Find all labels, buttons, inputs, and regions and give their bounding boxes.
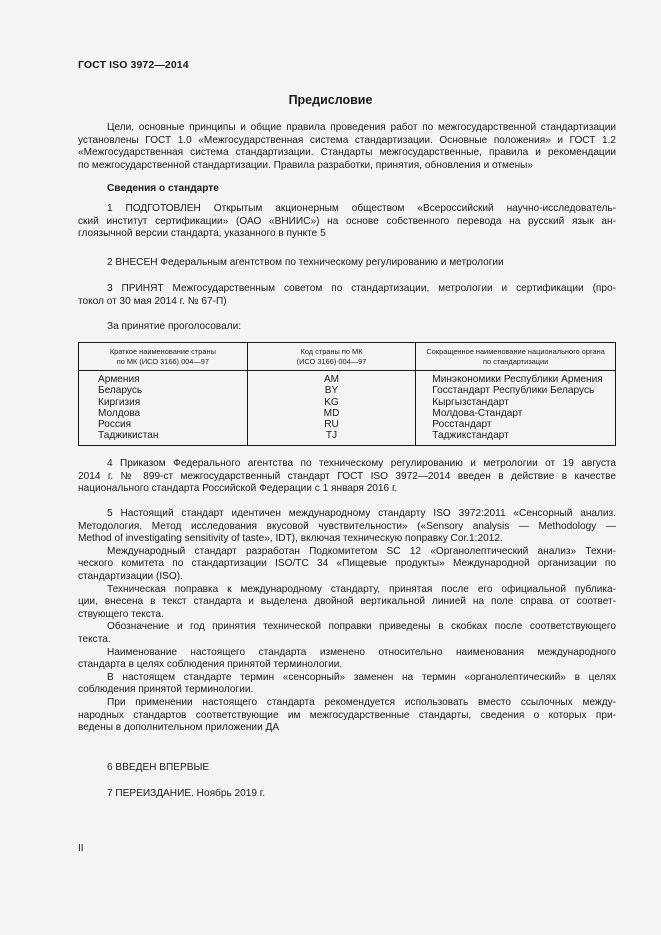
code-cell: KG (324, 396, 339, 408)
country-cell: Молдова (98, 407, 141, 419)
item-5-line: Обозначение и год принятия технической поправки приведены в скобках после соответствующего (107, 621, 616, 633)
item-1-line: глоязычной версии стандарта, указанного в пункте 5 (78, 228, 326, 240)
item-7-paragraph (78, 788, 616, 801)
vote-label-text: За принятие проголосовали: (107, 321, 242, 332)
code-cell: AM (323, 374, 340, 385)
item-5-line: В настоящем стандарте термин «сенсорный» заменен на термин «органолептический» в целях (107, 671, 616, 683)
country-column (79, 371, 248, 446)
item-1-line: 1 ПОДГОТОВЛЕН Открытым акционерным обществом «Всероссийский научно-исследователь- (107, 203, 616, 214)
item-5-line: стандарта в целях соблюдения принятой терминологии. (78, 659, 343, 671)
national-body-cell: Таджикстандарт (432, 430, 509, 442)
national-body-cell: Госстандарт Республики Беларусь (432, 385, 595, 397)
national-body-cell: Молдова-Стандарт (432, 407, 523, 419)
code-cell: RU (324, 419, 339, 431)
national-body-cell: Кыргызстандарт (432, 396, 509, 408)
header-line: Код страны по МК (300, 346, 363, 356)
header-line: (ИСО 3166) 004—97 (296, 356, 367, 366)
item-3-line: токол от 30 мая 2014 г. № 67-П) (78, 295, 227, 307)
table-row (79, 371, 616, 446)
country-cell: Армения (98, 374, 140, 385)
item-3-paragraph (78, 283, 616, 308)
item-5-line: ствующего текста. (78, 608, 164, 620)
code-column (247, 371, 416, 446)
code-cell: MD (323, 407, 340, 419)
page-number: II (78, 843, 84, 854)
table-header-cell (247, 343, 416, 371)
item-5-line: Method of investigating sensitivity of taste», IDT), включая техническую поправку Cor.1:2012. (78, 533, 503, 545)
table-header-cell (416, 343, 616, 371)
intro-line: по межгосударственной стандартизации. Правила разработки, принятия, обновления и отмены» (78, 159, 534, 171)
page-title: Предисловие (288, 93, 373, 107)
national-body-cell: Росстандарт (432, 419, 492, 431)
item-4-line: 2014 г. № 899-ст межгосударственный стандарт ГОСТ ISO 3972—2014 введен в действие в качестве (78, 470, 616, 482)
code-cell: BY (324, 385, 339, 397)
item-5-line: 5 Настоящий стандарт идентичен международному стандарту ISO 3972:2011 «Сенсорный анализ. (107, 508, 616, 519)
intro-line: Цели, основные принципы и общие правила проведения работ по межгосударственной стандартизации (107, 122, 616, 133)
country-cell: Беларусь (98, 385, 143, 397)
country-cell: Россия (98, 419, 132, 431)
section-heading: Сведения о стандарте (107, 183, 219, 194)
intro-line: установлены ГОСТ 1.0 «Межгосударственная система стандартизации. Основные положения» и ГОСТ 1.2 (78, 134, 616, 146)
body-column (416, 371, 616, 446)
document-header-id: ГОСТ ISO 3972—2014 (78, 59, 189, 71)
intro-line: «Межгосударственная система стандартизации. Стандарты межгосударственные, правила и рекомендации (78, 147, 616, 159)
item-5-line: ции, внесена в текст стандарта и выделена двойной вертикальной линией на поле справа от соответ- (78, 596, 616, 608)
country-cell: Таджикистан (98, 430, 159, 442)
header-line: Краткое наименование страны (109, 346, 216, 356)
item-4-line: национального стандарта Российской Федерации с 1 января 2016 г. (78, 483, 398, 495)
item-5-line: При применении настоящего стандарта рекомендуется использовать вместо ссылочных между- (107, 696, 616, 708)
item-5-line: Методология. Метод исследования вкусовой чувствительности» («Sensory analysis — Methodology — (78, 520, 616, 532)
item-1-paragraph (78, 203, 616, 241)
table-header-row (79, 343, 616, 371)
intro-paragraph (78, 122, 616, 172)
item-5-line: соблюдения принятой терминологии. (78, 684, 254, 696)
item-6-paragraph (78, 762, 616, 775)
vote-label (78, 321, 616, 334)
item-5-line: народных стандартов соответствующие им межгосударственные стандарты, сведения о которых при- (78, 709, 616, 721)
header-line: по стандартизации (483, 356, 549, 366)
country-cell: Киргизия (98, 396, 141, 408)
item-6-line: 6 ВВЕДЕН ВПЕРВЫЕ (107, 762, 210, 773)
item-2-line: 2 ВНЕСЕН Федеральным агентством по техническому регулированию и метрологии (107, 257, 504, 268)
header-line: по МК (ИСО 3166) 004—97 (116, 356, 210, 366)
item-4-paragraph (78, 458, 616, 496)
item-5-paragraph (78, 508, 616, 735)
item-5-line: текста. (78, 633, 111, 645)
item-2-paragraph (78, 257, 616, 270)
item-3-line: 3 ПРИНЯТ Межгосударственным советом по стандартизации, метрологии и сертификации (про- (107, 283, 616, 294)
item-5-line: ведены в дополнительном приложении ДА (78, 722, 280, 734)
table-header-cell (79, 343, 248, 371)
national-body-cell: Минэкономики Республики Армения (432, 374, 603, 385)
header-line: Сокращенное наименование национального органа (426, 346, 605, 356)
item-5-line: стандартизации (ISO). (78, 570, 183, 582)
item-4-line: 4 Приказом Федерального агентства по техническому регулированию и метрологии от 19 августа (107, 458, 616, 469)
item-7-line: 7 ПЕРЕИЗДАНИЕ. Ноябрь 2019 г. (107, 788, 266, 799)
item-5-line: Техническая поправка к международному стандарту, принятая после его официальной публика- (107, 583, 616, 595)
item-1-line: ский институт сертификации» (ОАО «ВНИИС») на основе собственного перевода на русский язык ан- (78, 215, 616, 227)
item-5-line: Наименование настоящего стандарта изменено относительно наименования международного (107, 646, 616, 658)
countries-table (78, 342, 616, 446)
item-5-line: ческого комитета по стандартизации ISO/TC 34 «Пищевые продукты» Международной организации по (78, 558, 616, 570)
code-cell: TJ (325, 430, 338, 442)
item-5-line: Международный стандарт разработан Подкомитетом SC 12 «Органолептический анализ» Техни- (107, 545, 616, 557)
